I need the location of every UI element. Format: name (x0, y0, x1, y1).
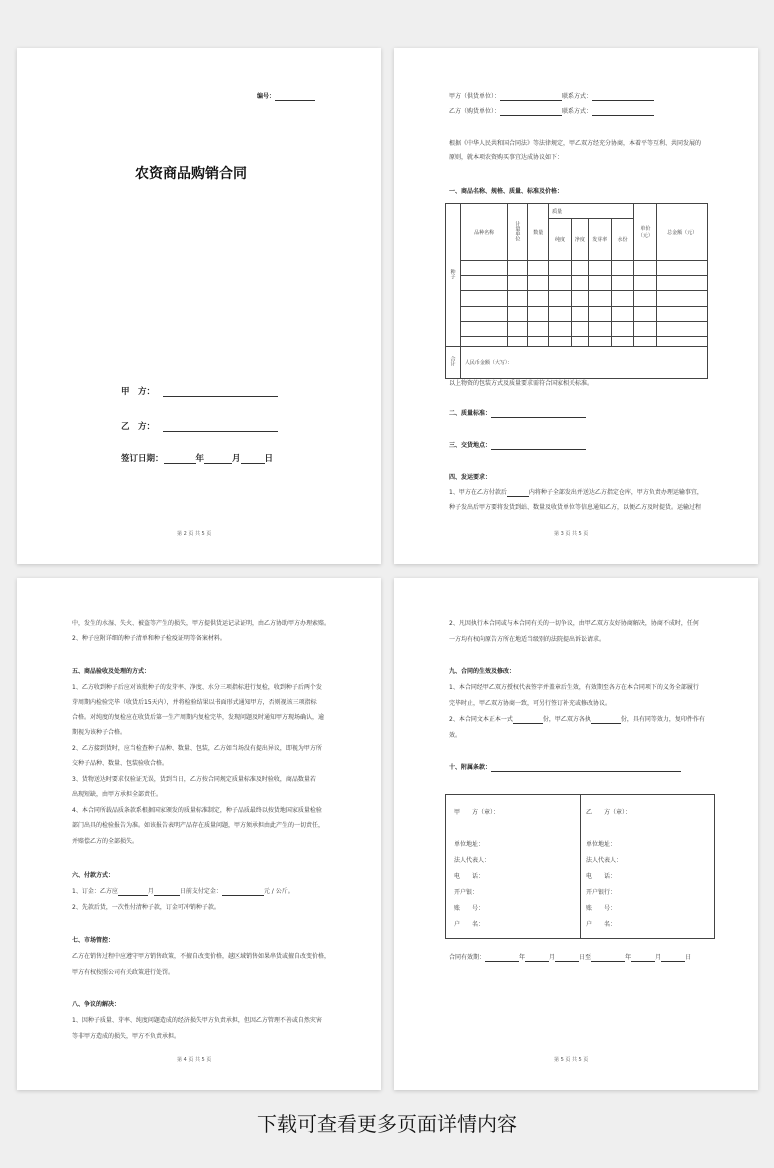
para-line: 交种子品种、数量、包装验收合格。 (72, 760, 169, 767)
section-3-line (449, 442, 586, 450)
para-line: 芽周期内检验完毕（收货后15天内），并将检验结果以书面形式通知甲方，否则视该三项指标 (72, 699, 317, 706)
col-variety: 品种名称 (460, 204, 508, 261)
col-qty: 数量 (528, 204, 549, 261)
field-label: 户 名： (454, 921, 485, 928)
signature-party-a (446, 795, 581, 938)
signature-party-b (580, 795, 714, 938)
copies-total-blank (513, 716, 543, 724)
seller-label: 甲方（供货单位）： (449, 93, 501, 100)
section-10-line (449, 764, 681, 772)
page-footer: 第 4 页 共 5 页 (177, 1057, 212, 1063)
payment-line-1: 1、订金：乙方应 月 日前支付定金： 元 / 公斤。 (72, 888, 294, 895)
party-b-blank (163, 424, 278, 432)
month-label: 月 (232, 454, 241, 464)
rmb-amount-cell: 人民币金额（大写）： (460, 346, 707, 378)
section-2-line (449, 410, 586, 418)
section-3-heading: 三、交货地点： (449, 442, 492, 449)
para-line: 乙方在销售过程中应遵守甲方销售政策，不擅自改变价格，越区域销售如果串货或擅自改变价格， (72, 953, 331, 960)
section-8-heading: 八、争议的解决： (72, 1001, 121, 1008)
para-line: 合格。对纯度的复检应在收货后第一生产周期内复检完毕，发现问题及时通知甲方现场确认，逾 (72, 714, 325, 721)
deposit-amount-blank (222, 888, 264, 896)
shipping-text-a: 1、甲方在乙方付款后 (449, 489, 507, 496)
section-10-heading: 十、附属条款： (449, 764, 492, 771)
col-total: 总金额（元） (657, 204, 708, 261)
table-row (446, 321, 708, 336)
number-label: 编号： (257, 93, 276, 100)
packaging-note: 以上物资的包装方式及质量要求需符合国家相关标准。 (449, 380, 594, 387)
col-germ: 发芽率 (588, 219, 611, 261)
field-label: 单位地址： (586, 841, 617, 848)
para-line: 并赔偿乙方的全部损失。 (72, 838, 139, 845)
para-line: 2、乙方接到货时，应当检查种子品种、数量、包装，乙方如当场没有提出异议，即视为甲方所 (72, 745, 322, 752)
copies-each-blank (591, 716, 621, 724)
col-quality: 质量 (549, 204, 634, 219)
preamble-line-1: 根据《中华人民共和国合同法》等法律规定，甲乙双方经充分协商，本着平等互利、共同发展的 (449, 140, 702, 147)
year-blank (164, 456, 196, 464)
deposit-day-blank (154, 888, 180, 896)
buyer-contact-label: 联系方式： (562, 108, 593, 115)
sum-rowheader: 合计 (446, 346, 461, 378)
delivery-blank (491, 442, 586, 450)
preamble-line-2: 原则，就本项农资购买事宜达成协议如下： (449, 154, 564, 161)
shipping-text-b: 内将种子全部发出并送达乙方指定仓库，甲方负责办理运输事宜， (528, 489, 703, 496)
party-a-seal-label: 甲 方（章）： (454, 809, 500, 816)
para-line: 2、种子应附详细的种子清单和种子检疫证明等备案材料。 (72, 635, 226, 642)
seed-rowheader: 种子 (446, 204, 461, 347)
goods-table (445, 203, 708, 379)
party-b-seal-label: 乙 方（章）： (586, 809, 632, 816)
table-row (446, 336, 708, 346)
quality-blank (491, 410, 586, 418)
para-line: 效。 (449, 732, 462, 739)
para-line: 1、本合同经甲乙双方授权代表签字并盖章后生效，有效期至各方在本合同项下的义务全部履行 (449, 684, 699, 691)
para-line: 1、乙方收到种子后应对该批种子的发芽率、净度、水分三项指标进行复检，收到种子后两个发 (72, 684, 322, 691)
seller-contact-blank (592, 93, 654, 101)
seller-contact-label: 联系方式： (562, 93, 593, 100)
para-line: 2、凡因执行本合同或与本合同有关的一切争议，由甲乙双方友好协商解决，协商不成时，任何 (449, 620, 699, 627)
section-2-heading: 二、质量标准： (449, 410, 492, 417)
field-label: 账 号： (454, 905, 485, 912)
field-label: 账 号： (586, 905, 617, 912)
section-1-heading: 一、商品名称、规格、质量、标准及价格： (449, 188, 564, 195)
contract-number-label (257, 93, 315, 101)
para-line: 甲方有权按照公司有关政策进行处罚。 (72, 969, 175, 976)
buyer-blank (500, 108, 562, 116)
field-label: 开户银行： (586, 889, 617, 896)
validity-line: 合同有效期： 年 月 日至 年 月 日 (449, 954, 692, 961)
contract-page-2 (394, 48, 758, 564)
page-footer: 第 3 页 共 5 页 (554, 531, 589, 537)
buyer-line (449, 108, 654, 116)
para-line: 等非甲方造成的损失，甲方不负责承担。 (72, 1033, 181, 1040)
appendix-blank (491, 764, 681, 772)
page-footer: 第 2 页 共 5 页 (177, 531, 212, 537)
col-price: 单价（元） (634, 204, 657, 261)
section-6-heading: 六、付款方式： (72, 872, 115, 879)
field-label: 户 名： (586, 921, 617, 928)
section-4-heading: 四、发运要求： (449, 474, 492, 481)
para-line: 部门出具的检验报告为准。如该报告表明产品存在质量问题，甲方须承担由此产生的一切责任， (72, 822, 325, 829)
field-label: 法人代表人： (586, 857, 623, 864)
day-blank (241, 456, 265, 464)
table-row (446, 291, 708, 306)
field-label: 法人代表人： (454, 857, 491, 864)
para-line: 完毕时止，甲乙双方协商一致，可另行签订补充或修改协议。 (449, 700, 612, 707)
seller-blank (500, 93, 562, 101)
contract-page-3 (17, 578, 381, 1090)
para-line: 中，发生的水湿、失火、被盗等产生的损失，甲方提供货运记录证明，由乙方协助甲方办理索赔。 (72, 620, 331, 627)
deposit-month-blank (118, 888, 148, 896)
contract-page-cover (17, 48, 381, 564)
party-a-blank (163, 389, 278, 397)
year-label: 年 (195, 454, 205, 464)
number-blank (275, 93, 315, 101)
table-row (446, 276, 708, 291)
shipping-line-1 (449, 489, 703, 497)
contract-page-4 (394, 578, 758, 1090)
buyer-contact-blank (592, 108, 654, 116)
shipping-days-blank (507, 489, 529, 497)
field-label: 电 话： (454, 873, 485, 880)
contract-title: 农资商品购销合同 (135, 166, 247, 182)
table-row (446, 306, 708, 321)
field-label: 单位地址： (454, 841, 485, 848)
section-7-heading: 七、市场管控： (72, 937, 115, 944)
seller-line (449, 93, 654, 101)
section-5-heading: 五、商品验收及处理的方式： (72, 668, 151, 675)
para-line: 1、因种子质量、芽率、纯度问题造成的经济损失甲方负责承担，但因乙方管理不善或自然灾害 (72, 1017, 322, 1024)
para-line: 3、货物送达时要求仅验证无误，货到当日，乙方按合同规定质量标准及时验收，商品数量若 (72, 776, 316, 783)
col-water: 水份 (611, 219, 634, 261)
payment-line-2: 2、先款后货，一次性付清种子款，订金可冲销种子款。 (72, 904, 220, 911)
shipping-line-2: 种子发出后甲方要将发货到站、数量及收货单位等信息通知乙方，以便乙方及时提货。运输过程 (449, 504, 702, 511)
col-clean: 净度 (571, 219, 588, 261)
download-caption: 下载可查看更多页面详情内容 (257, 1112, 517, 1136)
party-b-line (121, 420, 278, 432)
para-line: 4、本合同所载品质条款系根据国家颁发的质量标准制定，种子品质最终以按货地国家质量检验 (72, 807, 322, 814)
table-row (446, 261, 708, 276)
party-a-label: 甲 方： (121, 387, 156, 397)
sign-date-line (121, 452, 273, 464)
copies-line: 2、本合同文本正本一式 份，甲乙双方各执 份，具有同等效力，复印件作有 (449, 716, 705, 723)
page-footer: 第 5 页 共 5 页 (554, 1057, 589, 1063)
month-blank (204, 456, 232, 464)
day-label: 日 (264, 454, 274, 464)
field-label: 电 话： (586, 873, 617, 880)
para-line: 出现短缺，由甲方承担全部责任。 (72, 791, 163, 798)
party-a-line (121, 385, 278, 397)
signature-box (445, 794, 715, 939)
party-b-label: 乙 方： (121, 422, 156, 432)
sign-date-label: 签订日期： (121, 454, 164, 464)
section-9-heading: 九、合同的生效及修改： (449, 668, 516, 675)
para-line: 期视为该种子合格。 (72, 729, 127, 736)
para-line: 一方均有权向原告方所在地适当级别的法院提出诉讼请求。 (449, 636, 606, 643)
field-label: 开户银： (454, 889, 479, 896)
buyer-label: 乙方（购货单位）： (449, 108, 501, 115)
col-purity: 纯度 (549, 219, 572, 261)
col-unit: 计量单位 (508, 204, 528, 261)
validity-label: 合同有效期： (449, 954, 486, 961)
